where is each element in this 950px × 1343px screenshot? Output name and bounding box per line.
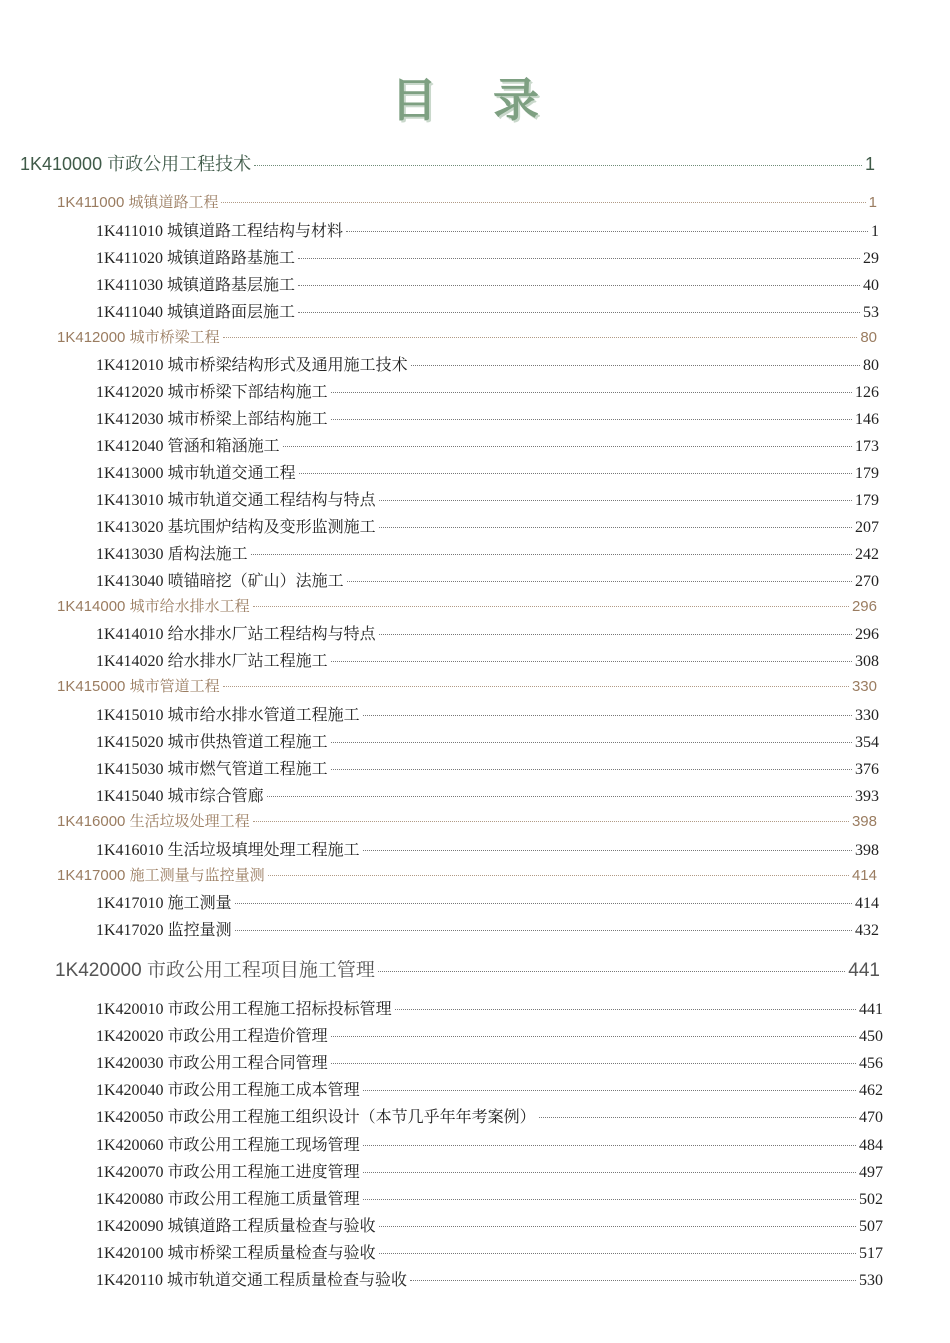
toc-section-heading[interactable] [20,150,875,176]
dot-leader [235,903,852,904]
dot-leader [363,1145,856,1146]
toc-subsection-row[interactable] [96,460,879,483]
toc-entry-title: 喷锚暗挖（矿山）法施工 [163,573,344,590]
toc-entry-code: 1K415000 [57,678,126,695]
toc-entry-title: 城市桥梁上部结构施工 [163,411,328,428]
toc-entry-label [96,272,295,295]
dot-leader [223,686,849,687]
toc-entry-page: 1 [871,223,879,240]
toc-entry-title: 市政公用工程施工组织设计（本节几乎年年考案例） [163,1109,536,1126]
toc-entry-title: 城市轨道交通工程结构与特点 [163,492,376,509]
toc-entry-label [96,837,360,860]
toc-subsection-row[interactable] [96,568,879,591]
toc-entry-code: 1K412000 [57,329,126,346]
toc-subsection-row[interactable] [96,433,879,456]
toc-entry-title: 市政公用工程施工成本管理 [163,1082,360,1099]
toc-entry-code: 1K420070 [96,1164,164,1181]
toc-entry-title: 市政公用工程施工质量管理 [163,1191,360,1208]
toc-entry-code: 1K420030 [96,1055,164,1072]
toc-entry-label [96,299,295,322]
toc-entry-code: 1K420100 [96,1245,164,1262]
toc-entry-label [96,433,280,456]
dot-leader [331,1036,856,1037]
toc-entry-code: 1K413010 [96,492,164,509]
toc-entry-title: 基坑围炉结构及变形监测施工 [163,519,376,536]
toc-entry-code: 1K412010 [96,357,164,374]
toc-entry-page: 354 [855,734,879,751]
toc-entry-label [96,1159,360,1182]
toc-chapter-row[interactable] [57,326,877,347]
toc-entry-title: 市政公用工程施工现场管理 [163,1137,360,1154]
dot-leader [378,971,845,972]
toc-entry-code: 1K411010 [96,223,163,240]
toc-entry-code: 1K420060 [96,1137,164,1154]
toc-entry-label [96,783,264,806]
toc-entry-page: 270 [855,573,879,590]
toc-entry-label [96,917,232,940]
dot-leader [363,1090,856,1091]
toc-entry-title: 市政公用工程施工招标投标管理 [163,1001,392,1018]
toc-subsection-row[interactable] [96,1104,883,1127]
toc-entry-page: 484 [859,1137,883,1154]
dot-leader [254,165,862,166]
toc-entry-code: 1K414000 [57,598,126,615]
toc-entry-label [96,1213,376,1236]
toc-subsection-row[interactable] [96,1159,883,1182]
dot-leader [331,1063,856,1064]
toc-chapter-row[interactable] [57,595,877,616]
toc-entry-title: 城市给水排水管道工程施工 [163,707,360,724]
dot-leader [379,1253,856,1254]
toc-subsection-row[interactable] [96,218,879,241]
toc-entry-code: 1K420090 [96,1218,164,1235]
toc-entry-page: 1 [864,154,875,174]
toc-entry-label [96,702,360,725]
toc-entry-title: 市政公用工程项目施工管理 [141,960,375,981]
toc-entry-page: 40 [863,277,879,294]
dot-leader [346,231,868,232]
toc-entry-title: 城镇道路路基施工 [162,250,295,267]
toc-entry-page: 1 [868,194,877,211]
toc-entry-title: 城镇道路面层施工 [162,304,295,321]
dot-leader [395,1009,856,1010]
dot-leader [298,258,860,259]
toc-entry-title: 监控量测 [163,922,232,939]
toc-entry-code: 1K413040 [96,573,164,590]
toc-entry-label [96,996,392,1019]
toc-entry-title: 生活垃圾处理工程 [125,813,250,830]
toc-entry-code: 1K415030 [96,761,164,778]
dot-leader [410,1280,856,1281]
toc-entry-page: 126 [855,384,879,401]
toc-entry-page: 29 [863,250,879,267]
toc-subsection-row[interactable] [96,299,879,322]
toc-entry-code: 1K420110 [96,1272,163,1289]
toc-subsection-row[interactable] [96,1023,883,1046]
toc-entry-code: 1K417010 [96,895,164,912]
toc-entry-page: 146 [855,411,879,428]
toc-entry-label [96,890,232,913]
toc-entry-label [96,1132,360,1155]
toc-entry-label [96,487,376,510]
toc-entry-title: 城市给水排水工程 [125,598,250,615]
toc-entry-code: 1K420050 [96,1109,164,1126]
dot-leader [253,606,849,607]
toc-entry-label [57,191,218,212]
toc-entry-title: 市政公用工程技术 [102,154,252,174]
dot-leader [363,1199,856,1200]
toc-entry-title: 施工测量与监控量测 [125,867,265,884]
toc-entry-code: 1K414010 [96,626,164,643]
toc-entry-label [96,379,328,402]
toc-entry-title: 城市管道工程 [125,678,220,695]
toc-entry-page: 393 [855,788,879,805]
toc-chapter-row[interactable] [57,810,877,831]
toc-entry-page: 432 [855,922,879,939]
toc-entry-label [96,406,328,429]
toc-entry-page: 207 [855,519,879,536]
toc-entry-label [96,514,376,537]
toc-entry-page: 398 [855,842,879,859]
toc-entry-title: 城市桥梁结构形式及通用施工技术 [163,357,408,374]
toc-entry-title: 城市综合管廊 [163,788,264,805]
dot-leader [331,419,852,420]
toc-entry-code: 1K420000 [55,960,142,981]
dot-leader [235,930,852,931]
toc-subsection-row[interactable] [96,487,879,510]
toc-entry-page: 296 [851,598,877,615]
toc-entry-code: 1K411040 [96,304,163,321]
dot-leader [331,769,852,770]
toc-subsection-row[interactable] [96,352,879,375]
toc-entry-code: 1K412040 [96,438,164,455]
toc-entry-page: 179 [855,492,879,509]
toc-entry-code: 1K411000 [57,194,125,211]
toc-entry-code: 1K412020 [96,384,164,401]
toc-entry-code: 1K420040 [96,1082,164,1099]
toc-entry-label [96,756,328,779]
toc-entry-code: 1K415020 [96,734,164,751]
toc-entry-code: 1K420080 [96,1191,164,1208]
toc-subsection-row[interactable] [96,406,879,429]
dot-leader [363,1172,856,1173]
toc-entry-title: 城镇道路工程结构与材料 [162,223,343,240]
dot-leader [268,875,849,876]
toc-subsection-row[interactable] [96,1077,883,1100]
toc-entry-page: 376 [855,761,879,778]
toc-entry-page: 173 [855,438,879,455]
toc-subsection-row[interactable] [96,272,879,295]
toc-entry-label [96,1186,360,1209]
toc-entry-code: 1K417000 [57,867,126,884]
toc-entry-page: 450 [859,1028,883,1045]
toc-entry-page: 308 [855,653,879,670]
toc-entry-title: 城市燃气管道工程施工 [163,761,328,778]
toc-entry-page: 398 [851,813,877,830]
toc-entry-label [96,1104,536,1127]
toc-entry-code: 1K413030 [96,546,164,563]
toc-entry-code: 1K413000 [96,465,164,482]
toc-subsection-row[interactable] [96,996,883,1019]
dot-leader [331,392,852,393]
dot-leader [379,527,852,528]
toc-subsection-row[interactable] [96,648,879,671]
toc-entry-label [96,245,295,268]
toc-entry-code: 1K415010 [96,707,164,724]
toc-entry-label [96,460,296,483]
toc-entry-page: 456 [859,1055,883,1072]
toc-subsection-row[interactable] [96,379,879,402]
toc-subsection-row[interactable] [96,890,879,913]
dot-leader [363,850,852,851]
toc-subsection-row[interactable] [96,1213,883,1236]
toc-subsection-row[interactable] [96,756,879,779]
toc-entry-label [96,1077,360,1100]
toc-subsection-row[interactable] [96,1240,883,1263]
toc-subsection-row[interactable] [96,1186,883,1209]
toc-subsection-row[interactable] [96,917,879,940]
toc-entry-code: 1K410000 [20,154,103,174]
toc-entry-label [96,621,376,644]
dot-leader [223,337,858,338]
toc-section-heading[interactable] [55,955,880,982]
toc-entry-page: 296 [855,626,879,643]
toc-entry-title: 城市桥梁工程 [125,329,220,346]
toc-entry-label [96,1023,328,1046]
toc-entry-code: 1K420020 [96,1028,164,1045]
dot-leader [347,581,852,582]
toc-entry-code: 1K420010 [96,1001,164,1018]
toc-chapter-row[interactable] [57,191,877,212]
toc-subsection-row[interactable] [96,1050,883,1073]
toc-subsection-row[interactable] [96,541,879,564]
toc-entry-label [57,864,265,885]
dot-leader [379,634,852,635]
toc-entry-title: 盾构法施工 [163,546,248,563]
toc-entry-page: 80 [860,329,877,346]
toc-entry-title: 给水排水厂站工程结构与特点 [163,626,376,643]
dot-leader [411,365,860,366]
toc-entry-label [96,1240,376,1263]
toc-entry-page: 330 [855,707,879,724]
dot-leader [267,796,852,797]
toc-entry-page: 441 [859,1001,883,1018]
toc-entry-code: 1K417020 [96,922,164,939]
toc-entry-title: 市政公用工程施工进度管理 [163,1164,360,1181]
toc-entry-title: 管涵和箱涵施工 [163,438,280,455]
dot-leader [539,1117,856,1118]
toc-entry-label [57,326,220,347]
toc-entry-page: 80 [863,357,879,374]
toc-entry-code: 1K412030 [96,411,164,428]
dot-leader [298,312,860,313]
toc-entry-label [96,568,344,591]
toc-entry-title: 市政公用工程造价管理 [163,1028,328,1045]
toc-entry-title: 城镇道路工程 [124,194,219,211]
toc-subsection-row[interactable] [96,1267,883,1290]
toc-entry-code: 1K411030 [96,277,163,294]
toc-entry-code: 1K413020 [96,519,164,536]
toc-entry-code: 1K416000 [57,813,126,830]
toc-entry-label [20,150,251,176]
dot-leader [283,446,852,447]
dot-leader [331,661,852,662]
toc-entry-code: 1K415040 [96,788,164,805]
toc-entry-code: 1K416010 [96,842,164,859]
toc-entry-title: 城镇道路工程质量检查与验收 [163,1218,376,1235]
dot-leader [251,554,852,555]
toc-entry-code: 1K411020 [96,250,163,267]
toc-entry-title: 城镇道路基层施工 [162,277,295,294]
toc-entry-label [96,729,328,752]
toc-entry-title: 生活垃圾填埋处理工程施工 [163,842,360,859]
toc-entry-page: 414 [855,895,879,912]
toc-entry-label [55,955,375,982]
toc-entry-title: 城市桥梁工程质量检查与验收 [163,1245,376,1262]
toc-entry-page: 330 [851,678,877,695]
toc-entry-page: 517 [859,1245,883,1262]
toc-subsection-row[interactable] [96,729,879,752]
toc-entry-page: 470 [859,1109,883,1126]
toc-chapter-row[interactable] [57,864,877,885]
dot-leader [331,742,852,743]
toc-entry-page: 441 [848,960,880,981]
toc-entry-code: 1K414020 [96,653,164,670]
toc-entry-page: 507 [859,1218,883,1235]
toc-entry-label [57,810,250,831]
dot-leader [379,1226,856,1227]
toc-entry-page: 242 [855,546,879,563]
toc-entry-label [57,675,220,696]
toc-entry-page: 53 [863,304,879,321]
toc-entry-page: 179 [855,465,879,482]
toc-entry-label [96,541,248,564]
toc-entry-title: 给水排水厂站工程施工 [163,653,328,670]
toc-entry-title: 施工测量 [163,895,232,912]
toc-subsection-row[interactable] [96,702,879,725]
toc-entry-title: 城市轨道交通工程质量检查与验收 [162,1272,407,1289]
toc-entry-title: 市政公用工程合同管理 [163,1055,328,1072]
toc-subsection-row[interactable] [96,783,879,806]
toc-entry-page: 502 [859,1191,883,1208]
toc-entry-label [96,352,408,375]
dot-leader [299,473,852,474]
toc-subsection-row[interactable] [96,245,879,268]
toc-subsection-row[interactable] [96,514,879,537]
page-title: 目 录 [390,73,559,127]
dot-leader [363,715,852,716]
toc-entry-title: 城市供热管道工程施工 [163,734,328,751]
toc-entry-label [96,648,328,671]
dot-leader [298,285,860,286]
toc-entry-page: 462 [859,1082,883,1099]
toc-entry-label [96,1267,407,1290]
toc-subsection-row[interactable] [96,837,879,860]
dot-leader [221,202,865,203]
toc-subsection-row[interactable] [96,1132,883,1155]
toc-entry-title: 城市轨道交通工程 [163,465,296,482]
toc-entry-page: 497 [859,1164,883,1181]
toc-entry-title: 城市桥梁下部结构施工 [163,384,328,401]
toc-entry-page: 414 [851,867,877,884]
dot-leader [379,500,852,501]
toc-entry-label [96,1050,328,1073]
toc-entry-label [57,595,250,616]
toc-entry-page: 530 [859,1272,883,1289]
toc-chapter-row[interactable] [57,675,877,696]
toc-entry-label [96,218,343,241]
toc-subsection-row[interactable] [96,621,879,644]
dot-leader [253,821,849,822]
